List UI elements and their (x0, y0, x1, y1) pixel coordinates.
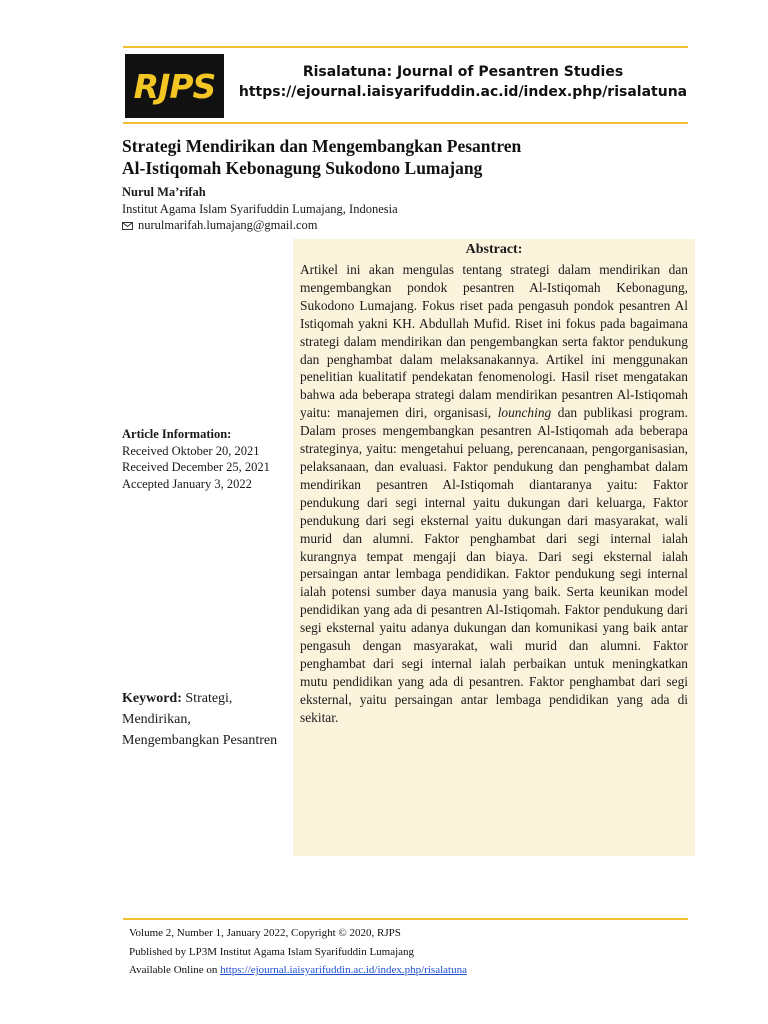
received-date-1: Received Oktober 20, 2021 (122, 443, 260, 458)
author-affiliation: Institut Agama Islam Syarifuddin Lumajang, Indonesia (122, 202, 398, 216)
keyword-list: Strategi, Mendirikan, Mengembangkan Pesantren (122, 691, 278, 748)
footer-volume: Volume 2, Number 1, January 2022, Copyright © 2020, RJPS (129, 927, 401, 939)
abstract-body (300, 261, 688, 727)
abstract-italic-term: lounching (497, 405, 552, 421)
article-information (122, 426, 270, 492)
header-bottom-rule (123, 122, 688, 124)
journal-logo-text: RJPS (133, 66, 216, 106)
article-title-line-1: Strategi Mendirikan dan Mengembangkan Pesantren (122, 136, 522, 156)
footer-journal-link[interactable]: https://ejournal.iaisyarifuddin.ac.id/index.php/risalatuna (220, 964, 467, 976)
abstract-heading: Abstract: (465, 242, 523, 257)
abstract-paragraph (300, 261, 688, 727)
accepted-date: Accepted January 3, 2022 (122, 476, 252, 491)
received-date-2: Received December 25, 2021 (122, 460, 270, 474)
journal-title: Risalatuna: Journal of Pesantren Studies (302, 64, 624, 80)
journal-logo (125, 54, 224, 118)
footer (129, 924, 467, 980)
header-top-rule (123, 46, 688, 48)
author-email-text: nurulmarifah.lumajang@gmail.com (138, 218, 318, 232)
journal-header (238, 62, 688, 102)
author-name: Nurul Ma’rifah (122, 185, 206, 199)
article-title (122, 135, 682, 179)
abstract-text-part-2: dan publikasi program. Dalam proses mengembangkan pesantren Al-Istiqomah ada beberapa strateginya, yaitu: mengetahui peluang, perencanaan, pengorganisasian, pelaksanaan, dan evaluasi. Faktor pendukung dan penghambat dalam mendirikan pesantren Al-Istiqomah diantaranya yaitu: Faktor pendukung dari segi internal yaitu dukungan dari keluarga, Faktor pendukung dari segi eksternal yaitu dukungan dari masyarakat, wali murid dan alumni. Faktor penghambat dari segi internal ialah kurangnya tempat mengaji dan biaya. Dari segi eksternal ialah persaingan antar lembaga pendidikan. Faktor pendukung segi internal ialah potensi sumber daya manusia yang baik. Serta keunikan model pendidikan yang ada di pesantren Al-Istiqomah. Faktor pendukung dari segi eksternal yaitu adanya dukungan dan komunikasi yang baik antar pengasuh dengan masyarakat, wali murid dan alumni. Faktor penghambat dari segi internal ialah perbaikan untuk meningkatkan mutu pendidikan yang ada di pesantren. Faktor penghambat dari segi eksternal, yaitu persaingan antar lembaga pendidikan yang ada di sekitar. (300, 405, 688, 725)
footer-availability (129, 961, 467, 980)
keywords (122, 688, 282, 751)
footer-publisher: Published by LP3M Institut Agama Islam Syarifuddin Lumajang (129, 945, 415, 958)
article-title-line-2: Al-Istiqomah Kebonagung Sukodono Lumajang (122, 158, 483, 178)
article-info-heading: Article Information: (122, 427, 232, 441)
journal-url: https://ejournal.iaisyarifuddin.ac.id/index.php/risalatuna (238, 84, 688, 100)
keyword-label: Keyword: (122, 691, 182, 706)
footer-rule (123, 918, 688, 920)
envelope-icon (122, 222, 133, 230)
abstract-text-part-1: Artikel ini akan mengulas tentang strategi dalam mendirikan dan mengembangkan pondok pesantren Al-Istiqomah Kebonagung, Sukodono Lumajang. Fokus riset pada pengasuh pondok pesantren Al Istiqomah yakni KH. Abdullah Mufid. Riset ini fokus pada bagaimana strategi dalam mendirikan dan pengembangkan serta faktor pendukung dan penghambat dalam melaksanakannya. Artikel ini menggunakan penelitian kualitatif pendekatan fenomenologi. Hasil riset mengatakan bahwa ada beberapa strategi dalam mendirikan pesantren Al-Istiqomah yaitu: manajemen diri, organisasi, (300, 262, 688, 421)
footer-availability-prefix: Available Online on (129, 964, 221, 976)
author-email (122, 218, 318, 233)
